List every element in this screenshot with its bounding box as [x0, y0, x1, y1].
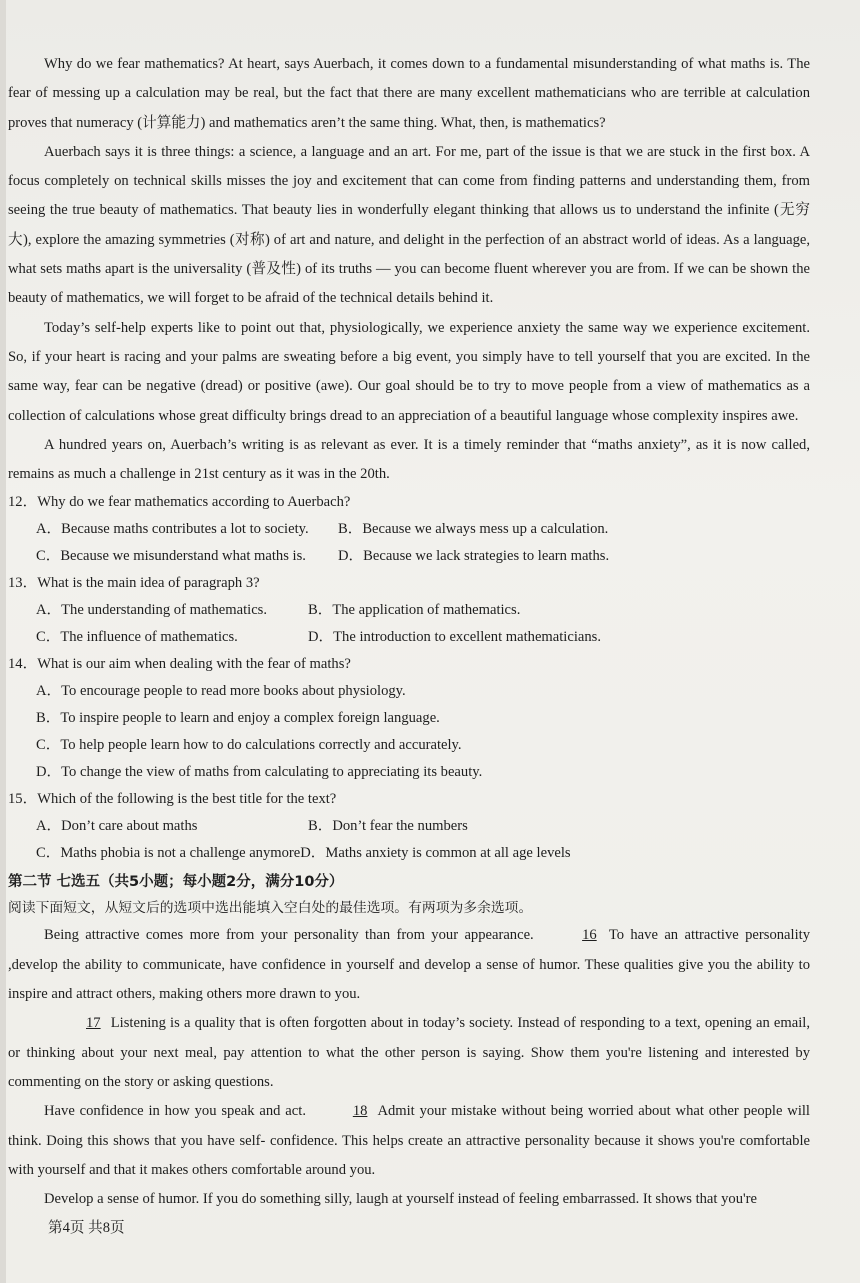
option-c: C．To help people learn how to do calculations correctly and accurately. — [36, 737, 462, 754]
question-stem: 15．Which of the following is the best title for the text? — [8, 791, 337, 808]
option-row — [36, 840, 810, 867]
cloze-text: Admit your mistake without being worried about what other people will think. Doing this shows that you have self- confidence. This helps create an attractive personality because it shows you're comfortable with yourself and that it makes others comfortable around you. — [8, 1103, 810, 1178]
option-row — [36, 597, 810, 624]
passage-paragraph-1: Why do we fear mathematics? At heart, says Auerbach, it comes down to a fundamental misunderstanding of what maths is. The fear of messing up a calculation may be real, but the fact that there are many excellent mathematicians who are terrible at calculation proves that numeracy (计算能力) and mathematics aren’t the same thing. What, then, is mathematics? — [8, 56, 810, 131]
option-b: B．Because we always mess up a calculation. — [338, 521, 609, 538]
question-14 — [8, 651, 810, 786]
option-c: C．The influence of mathematics. — [36, 629, 238, 646]
option-c: C．Maths phobia is not a challenge anymore — [36, 845, 301, 862]
question-stem: 14．What is our aim when dealing with the fear of maths? — [8, 656, 351, 673]
option-row — [36, 813, 810, 840]
option-d: D．Maths anxiety is common at all age levels — [300, 845, 571, 862]
option-d: D．The introduction to excellent mathematicians. — [308, 629, 602, 646]
option-b: B．Don’t fear the numbers — [308, 818, 468, 835]
passage-paragraph-4: A hundred years on, Auerbach’s writing is as relevant as ever. It is a timely reminder that “maths anxiety”, as it is now called, remains as much a challenge in 21st century as it was in the 20th. — [8, 436, 810, 483]
blank-17: 17 — [86, 1015, 101, 1032]
cloze-paragraph-4: Develop a sense of humor. If you do something silly, laugh at yourself instead of feeling embarrassed. It shows that you're — [44, 1191, 757, 1208]
option-b: B．The application of mathematics. — [308, 602, 521, 619]
option-row — [36, 516, 810, 543]
option-row — [36, 624, 810, 651]
section-instruction: 阅读下面短文，从短文后的选项中选出能填入空白处的最佳选项。有两项为多余选项。 — [8, 900, 533, 917]
question-15 — [8, 786, 810, 867]
option-a: A．Don’t care about maths — [36, 818, 198, 835]
cloze-paragraph-1 — [8, 921, 810, 1009]
option-d: D．Because we lack strategies to learn maths. — [338, 548, 610, 565]
cloze-text: Listening is a quality that is often forgotten about in today’s society. Instead of responding to a text, opening an email, or thinking about your next meal, pay attention to what the other person is saying. Show them you're listening and interested by commenting on the story or asking questions. — [8, 1015, 810, 1090]
blank-18: 18 — [352, 1103, 368, 1120]
question-12 — [8, 489, 810, 570]
option-c: C．Because we misunderstand what maths is. — [36, 548, 306, 565]
question-13 — [8, 570, 810, 651]
option-d: D．To change the view of maths from calculating to appreciating its beauty. — [36, 764, 483, 781]
option-a: A．Because maths contributes a lot to society. — [36, 521, 309, 538]
question-stem: 13．What is the main idea of paragraph 3? — [8, 575, 260, 592]
cloze-paragraph-2 — [8, 1009, 810, 1097]
question-stem: 12．Why do we fear mathematics according to Auerbach? — [8, 494, 351, 511]
cloze-text: To have an attractive personality ,develop the ability to communicate, have confidence in yourself and develop a sense of humor. These qualities give you the ability to inspire and attract others, making others more drawn to you. — [8, 927, 810, 1003]
option-a: A．To encourage people to read more books about physiology. — [36, 683, 406, 700]
blank-16: 16 — [582, 927, 597, 944]
reading-passage — [8, 50, 810, 489]
passage-paragraph-3: Today’s self-help experts like to point out that, physiologically, we experience anxiety the same way we experience excitement. So, if your heart is racing and your palms are sweating before a big event, you simply have to tell yourself that you are excited. In the same way, fear can be negative (dread) or positive (awe). Our goal should be to try to move people from a view of mathematics as a collection of calculations whose great difficulty brings dread to an appreciation of a beautiful language whose complexity inspires awe. — [8, 319, 810, 424]
page-edge-shadow — [0, 0, 6, 1283]
page-number: 第4页 共8页 — [48, 1220, 125, 1237]
option-a: A．The understanding of mathematics. — [36, 602, 268, 619]
section-title: 第二节 七选五（共5小题；每小题2分，满分10分） — [8, 874, 344, 891]
passage-paragraph-2: Auerbach says it is three things: a science, a language and an art. For me, part of the issue is that we are stuck in the first box. A focus completely on technical skills misses the joy and excitement that can come from finding patterns and understanding them, from seeing the true beauty of mathematics. That beauty lies in wonderfully elegant thinking that allows us to understand the infinite (无穷大), explore the amazing symmetries (对称) of art and nature, and delight in the perfection of an abstract world of ideas. As a language, what sets maths apart is the universality (普及性) of its truths — you can become fluent wherever you are from. If we can be shown the beauty of mathematics, we will forget to be afraid of the technical details behind it. — [8, 143, 810, 307]
option-b: B．To inspire people to learn and enjoy a complex foreign language. — [36, 710, 440, 727]
cloze-text: Being attractive comes more from your personality than from your appearance. — [44, 927, 534, 944]
cloze-paragraph-3 — [8, 1097, 810, 1185]
section-seven-choose-five — [8, 869, 810, 1214]
option-row — [36, 543, 810, 570]
cloze-text: Have confidence in how you speak and act. — [44, 1103, 306, 1120]
